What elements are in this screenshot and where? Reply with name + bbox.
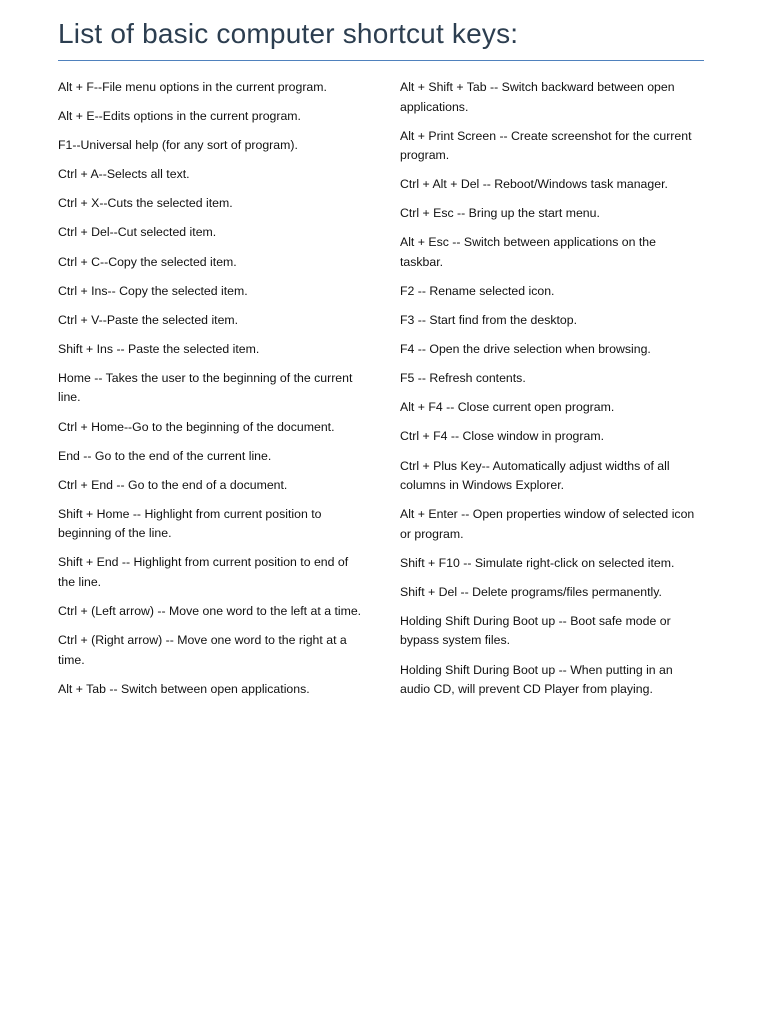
shortcut-item: F5 -- Refresh contents. [400, 371, 526, 386]
shortcut-item: F2 -- Rename selected icon. [400, 283, 555, 298]
shortcut-item: Alt + F4 -- Close current open program. [400, 400, 615, 415]
shortcut-item: Shift + End -- Highlight from current position to end of the line. [58, 555, 349, 589]
shortcut-item: Ctrl + Alt + Del -- Reboot/Windows task manager. [400, 177, 668, 192]
shortcut-item: Ctrl + A--Selects all text. [58, 167, 190, 182]
shortcut-item: Ctrl + F4 -- Close window in program. [400, 429, 604, 444]
shortcut-item: Ctrl + Esc -- Bring up the start menu. [400, 206, 600, 221]
shortcut-item: Shift + F10 -- Simulate right-click on selected item. [400, 555, 675, 570]
page-title: List of basic computer shortcut keys: [58, 18, 519, 49]
shortcut-item: Alt + Esc -- Switch between applications on the taskbar. [400, 235, 656, 269]
shortcut-list-left [58, 78, 366, 709]
shortcut-item: Alt + Shift + Tab -- Switch backward between open applications. [400, 80, 675, 114]
shortcut-item: Alt + E--Edits options in the current program. [58, 109, 301, 124]
shortcut-item: Ctrl + V--Paste the selected item. [58, 312, 239, 327]
title-divider [58, 60, 704, 61]
shortcut-item: Alt + Enter -- Open properties window of selected icon or program. [400, 507, 695, 541]
shortcut-item: Shift + Ins -- Paste the selected item. [58, 341, 260, 356]
shortcut-item: Alt + Print Screen -- Create screenshot for the current program. [400, 128, 692, 163]
shortcut-item: Ctrl + End -- Go to the end of a document. [58, 477, 288, 492]
shortcut-item: End -- Go to the end of the current line. [58, 448, 272, 463]
shortcut-item: Holding Shift During Boot up -- When putting in an audio CD, will prevent CD Player from playing. [400, 662, 673, 696]
shortcut-item: Ctrl + Plus Key-- Automatically adjust widths of all columns in Windows Explorer. [400, 458, 670, 493]
shortcut-item: Ctrl + (Right arrow) -- Move one word to the right at a time. [58, 633, 347, 667]
shortcut-item: Shift + Del -- Delete programs/files permanently. [400, 584, 662, 599]
shortcut-item: F4 -- Open the drive selection when browsing. [400, 342, 651, 357]
shortcut-item: Ctrl + Ins-- Copy the selected item. [58, 283, 248, 298]
shortcut-item: Ctrl + X--Cuts the selected item. [58, 196, 233, 211]
shortcut-item: Home -- Takes the user to the beginning of the current line. [58, 370, 353, 405]
shortcut-item: Ctrl + C--Copy the selected item. [58, 254, 237, 269]
shortcut-list-right [400, 78, 700, 709]
shortcut-item: Alt + Tab -- Switch between open applications. [58, 681, 310, 696]
shortcut-item: Ctrl + (Left arrow) -- Move one word to the left at a time. [58, 604, 362, 618]
shortcut-item: Alt + F--File menu options in the current program. [58, 80, 327, 94]
shortcut-item: Ctrl + Del--Cut selected item. [58, 225, 217, 240]
shortcut-item: Ctrl + Home--Go to the beginning of the document. [58, 419, 335, 434]
shortcut-item: F1--Universal help (for any sort of program). [58, 138, 298, 153]
shortcut-item: Shift + Home -- Highlight from current position to beginning of the line. [58, 506, 322, 541]
shortcut-item: Holding Shift During Boot up -- Boot safe mode or bypass system files. [400, 613, 671, 648]
shortcut-item: F3 -- Start find from the desktop. [400, 313, 578, 328]
